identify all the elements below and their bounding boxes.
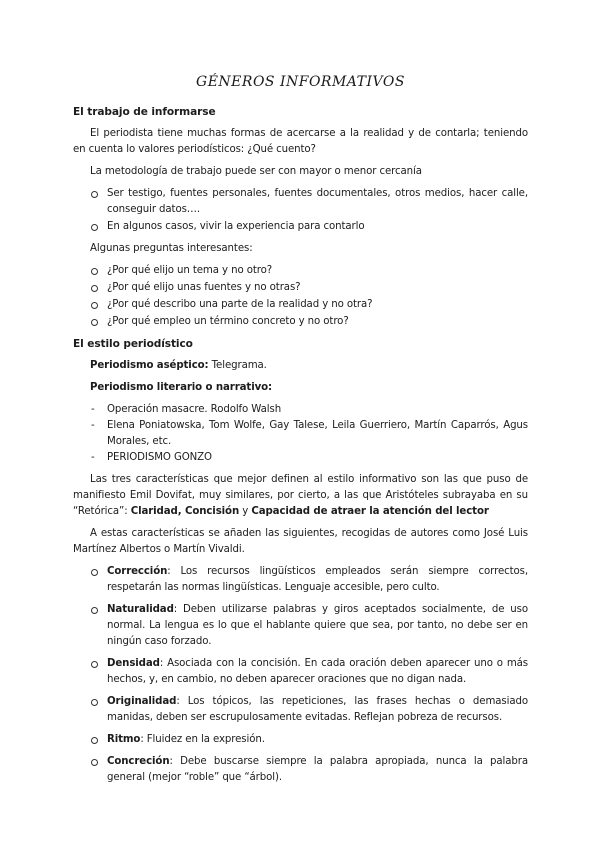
paragraph-caracteristicas [73,472,528,520]
bold-text: Claridad, Concisión [130,506,240,517]
paragraph: Algunas preguntas interesantes: [90,243,253,254]
feature-text: : Los tópicos, las repeticiones, las frases hechas o demasiado manidas, deben ser escrupulosamente evitadas. Reflejan pobreza de recursos. [107,696,528,723]
bullet-list-metodologia [73,186,528,235]
section-heading-estilo: El estilo periodístico [73,338,193,350]
list-item: ¿Por qué empleo un término concreto y no otro? [107,314,528,330]
aseptico-value: Telegrama. [208,360,267,371]
feature-text: : Debe buscarse siempre la palabra apropiada, nunca la palabra general (mejor “roble” que “árbol). [107,756,528,783]
feature-label: Corrección [107,566,168,577]
list-item: ¿Por qué elijo un tema y no otro? [107,263,528,279]
paragraph-autores: A estas características se añaden las siguientes, recogidas de autores como José Luis Martínez Albertos o Martín Vivaldi. [73,528,528,555]
feature-text: : Fluidez en la expresión. [140,734,265,745]
list-item: ¿Por qué elijo unas fuentes y no otras? [107,280,528,296]
paragraph: La metodología de trabajo puede ser con mayor o menor cercanía [90,166,422,177]
feature-item [107,732,528,748]
aseptico-line [73,358,528,374]
aseptico-label: Periodismo aséptico: [90,360,209,371]
list-item: - Elena Poniatowska, Tom Wolfe, Gay Talese, Leila Guerriero, Martín Caparrós, Agus Morales, etc. [107,418,528,450]
bold-text: Capacidad de atraer la atención del lector [251,506,489,517]
feature-item [107,602,528,650]
feature-text: : Deben utilizarse palabras y giros aceptados socialmente, de uso normal. La lengua es lo que el hablante quiere que sea, por tanto, no debe ser en ningún caso forzado. [107,604,528,647]
feature-item [107,564,528,596]
feature-label: Densidad [107,658,160,669]
feature-text: : Asociada con la concisión. En cada oración deben aparecer uno o más hechos, y, en cambio, no deben aparecer oraciones que no digan nada. [107,658,528,685]
list-item: ¿Por qué describo una parte de la realidad y no otra? [107,297,528,313]
feature-list [73,564,528,786]
list-item: - PERIODISMO GONZO [107,450,528,466]
paragraph: El periodista tiene muchas formas de acercarse a la realidad y de contarla; teniendo en cuenta lo valores periodísticos: ¿Qué cuento? [73,128,528,155]
list-item: En algunos casos, vivir la experiencia para contarlo [107,219,528,235]
bullet-list-preguntas [73,263,528,330]
list-item: Ser testigo, fuentes personales, fuentes documentales, otros medios, hacer calle, conseguir datos…. [107,186,528,218]
paragraph-text: Las tres características que mejor definen al estilo informativo son las que puso de manifiesto Emil Dovifat, muy similares, por cierto, a las que Aristóteles subrayaba en su “Retórica”: [73,474,528,517]
literario-label: Periodismo literario o narrativo: [90,382,272,393]
feature-label: Naturalidad [107,604,174,615]
document-title: GÉNEROS INFORMATIVOS [196,74,405,90]
feature-item [107,656,528,688]
feature-text: : Los recursos lingüísticos empleados serán siempre correctos, respetarán las normas lingüísticas. Lenguaje accesible, pero culto. [107,566,528,593]
dash-list-autores [73,402,528,466]
feature-item [107,694,528,726]
feature-label: Originalidad [107,696,177,707]
feature-label: Concreción [107,756,170,767]
list-item: - Operación masacre. Rodolfo Walsh [107,402,528,418]
section-heading-trabajo: El trabajo de informarse [73,106,216,118]
paragraph-text: y [239,506,252,517]
feature-label: Ritmo [107,734,141,745]
feature-item [107,754,528,786]
